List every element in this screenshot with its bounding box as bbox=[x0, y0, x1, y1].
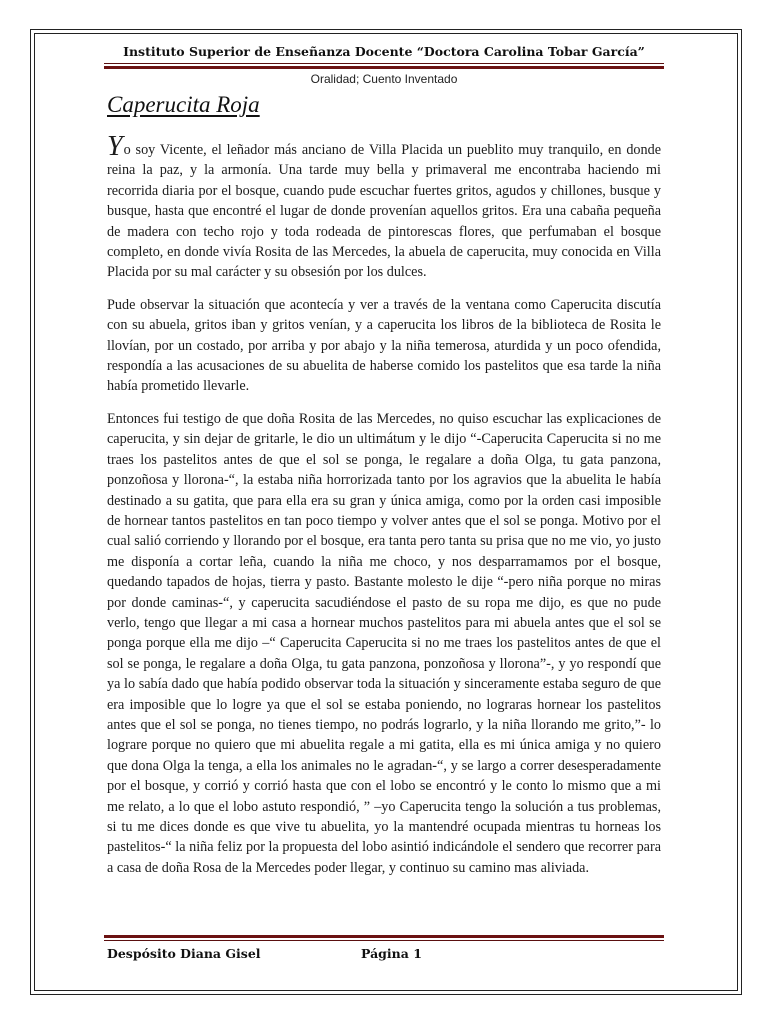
header-subtitle: Oralidad; Cuento Inventado bbox=[310, 72, 458, 86]
footer-author: Despósito Diana Gisel bbox=[107, 946, 261, 961]
document-body bbox=[107, 131, 661, 890]
document-title: Caperucita Roja bbox=[107, 92, 260, 117]
paragraph-1 bbox=[107, 131, 661, 283]
paragraph-1-text: o soy Vicente, el leñador más anciano de Villa Placida un pueblito muy tranquilo, en donde reina la paz, y la armonía. Una tarde muy bella y primaveral me encontraba haciendo mi recorrida diaria por el bosque, cuando pude escuchar fuertes gritos, agudos y chillones, busque y busque, hasta que encontré el lugar de donde provenían aquellos gritos. Era una cabaña pequeña de madera con techo rojo y toda rodeada de pintorescas flores, que perfumaban el bosque completo, en donde vivía Rosita de las Mercedes, la abuela de caperucita, muy conocida en Villa Placida por su mal carácter y su obsesión por los dulces. bbox=[107, 142, 661, 281]
paragraph-3: Entonces fui testigo de que doña Rosita de las Mercedes, no quiso escuchar las explicaciones de caperucita, y sin dejar de gritarle, le dio un ultimátum y le dijo “-Caperucita Caperucita si no me traes los pastelitos antes de que el sol se ponga, le regalare a doña Olga, tu gata panzona, ponzoñosa y llorona-“, la estaba niña horrorizada tanto por los agravios que la abuelita le había destinado a su gatita, que para ella era su gran y única amiga, como por la orden casi imposible de hornear tantos pastelitos en tan poco tiempo y volver antes que el sol se ponga. Motivo por el cual salió corriendo y llorando por el bosque, era tanta pero tanta su prisa que no me vio, yo justo me disponía a cortar leña, cuando la niña me choco, y nos desparramamos por el bosque, quedando tapados de hojas, tierra y pasto. Bastante molesto le dije “-pero niña porque no miras por donde caminas-“, y caperucita sacudiéndose el pasto de su ropa me dijo, es que no pude verlo, tengo que llegar a mi casa a hornear muchos pastelitos para mi abuela antes que el sol se ponga porque ella me dijo –“ Caperucita Caperucita si no me traes los pastelitos antes de que el sol se ponga, le regalare a doña Olga, tu gata panzona, ponzoñosa y llorona”-, y yo respondí que ya lo sabía dado que había podido observar toda la situación y sinceramente estaba seguro de que era imposible que lo logre ya que el sol se estaba poniendo, no lograras hornear los pastelitos antes que el sol se ponga, no tienes tiempo, no podrás lograrlo, y la niña llorando me grito,”- lo lograre porque no quiero que mi abuelita regale a mi gatita, ella es mi única amiga y no quiero que dona Olga la tenga, a ella los animales no le agradan-“, y se largo a correr desesperadamente por el bosque, y corrió y corrió hasta que con el lobo se encontró y le conto lo mismo que a mi me relato, a lo que el lobo astuto respondió, ” –yo Caperucita tengo la solución a tus problemas, si tu me dices donde es que vive tu abuelita, yo la mantendré ocupada mientras tu horneas los pastelitos-“ la niña feliz por la propuesta del lobo asintió indicándole el sendero que recorrer para a casa de doña Rosa de la Mercedes poder llegar, y continuo su camino mas aliviada. bbox=[107, 410, 661, 876]
dropcap: Y bbox=[107, 131, 123, 162]
footer-page-number: Página 1 bbox=[361, 946, 422, 961]
paragraph-2: Pude observar la situación que acontecía y ver a través de la ventana como Caperucita discutía con su abuela, gritos iban y gritos venían, y a caperucita los libros de la biblioteca de Rosita le llovían, por un costado, por arriba y por abajo y la niña temerosa, aturdida y un poco ofendida, respondía a las acusaciones de su abuelita de haberse comido los pastelitos que esa tarde la niña había prometido llevarle. bbox=[107, 296, 661, 395]
header-institution: Instituto Superior de Enseñanza Docente “Doctora Carolina Tobar García” bbox=[123, 44, 645, 59]
footer-rule-thick bbox=[104, 935, 664, 938]
header-rule-thin bbox=[104, 63, 664, 64]
footer-rule-thin bbox=[104, 940, 664, 941]
header-rule-thick bbox=[104, 66, 664, 69]
